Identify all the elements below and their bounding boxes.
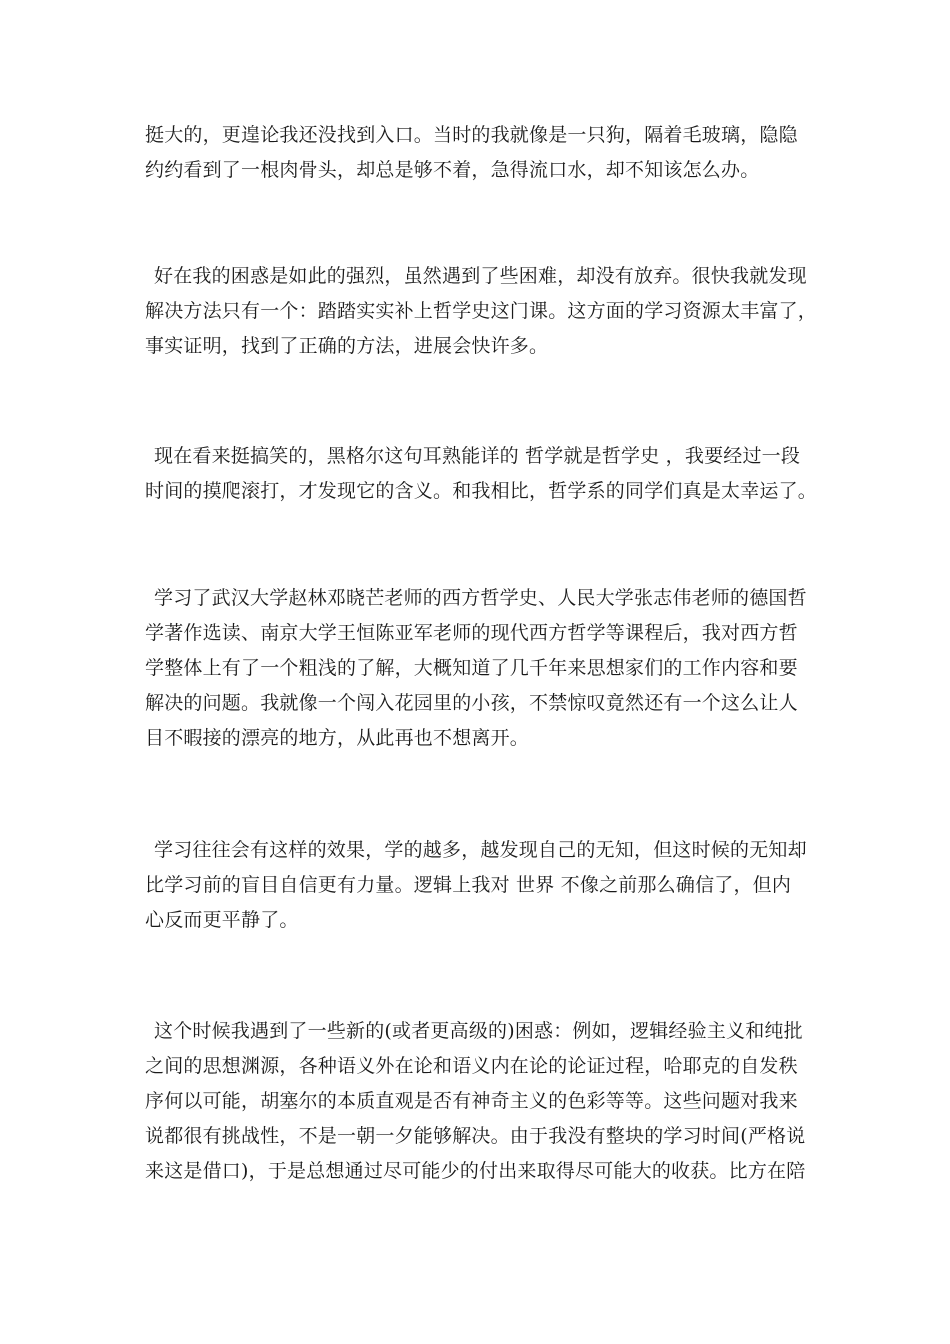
text-line: 约约看到了一根肉骨头，却总是够不着，急得流口水，却不知该怎么办。 (145, 159, 760, 181)
text-line: 序何以可能，胡塞尔的本质直观是否有神奇主义的色彩等等。这些问题对我来 (145, 1090, 798, 1112)
text-line: 解决方法只有一个：踏踏实实补上哲学史这门课。这方面的学习资源太丰富了， (145, 300, 818, 322)
text-line: 这个时候我遇到了一些新的(或者更高级的)困惑：例如，逻辑经验主义和纯批 (154, 1020, 803, 1042)
text-line: 事实证明，找到了正确的方法，进展会快许多。 (145, 335, 549, 357)
paragraph-6 (145, 1014, 810, 1189)
text-line: 好在我的困惑是如此的强烈，虽然遇到了些困难，却没有放弃。很快我就发现 (154, 265, 807, 287)
text-line: 之间的思想渊源，各种语义外在论和语义内在论的论证过程，哈耶克的自发秩 (145, 1055, 798, 1077)
paragraph-3 (145, 439, 818, 509)
text-line: 比学习前的盲目自信更有力量。逻辑上我对 世界 不像之前那么确信了，但内 (145, 874, 792, 896)
text-line: 现在看来挺搞笑的，黑格尔这句耳熟能详的 哲学就是哲学史 ，我要经过一段 (154, 445, 801, 467)
text-line: 解决的问题。我就像一个闯入花园里的小孩，不禁惊叹竟然还有一个这么让人 (145, 692, 798, 714)
text-line: 心反而更平静了。 (145, 909, 299, 931)
paragraph-4 (145, 581, 810, 756)
paragraph-2 (145, 259, 818, 364)
text-line: 学著作选读、南京大学王恒陈亚军老师的现代西方哲学等课程后，我对西方哲 (145, 622, 798, 644)
text-line: 时间的摸爬滚打，才发现它的含义。和我相比，哲学系的同学们真是太幸运了。 (145, 480, 818, 502)
text-line: 学整体上有了一个粗浅的了解，大概知道了几千年来思想家们的工作内容和要 (145, 657, 798, 679)
text-line: 来这是借口)，于是总想通过尽可能少的付出来取得尽可能大的收获。比方在陪 (145, 1160, 806, 1182)
text-line: 学习往往会有这样的效果，学的越多，越发现自己的无知，但这时候的无知却 (154, 839, 807, 861)
text-line: 目不暇接的漂亮的地方，从此再也不想离开。 (145, 727, 530, 749)
paragraph-1 (145, 118, 810, 188)
text-line: 挺大的，更遑论我还没找到入口。当时的我就像是一只狗，隔着毛玻璃，隐隐 (145, 124, 798, 146)
text-line: 学习了武汉大学赵林邓晓芒老师的西方哲学史、人民大学张志伟老师的德国哲 (154, 587, 807, 609)
text-line: 说都很有挑战性，不是一朝一夕能够解决。由于我没有整块的学习时间(严格说 (145, 1125, 806, 1147)
paragraph-5 (145, 833, 810, 938)
